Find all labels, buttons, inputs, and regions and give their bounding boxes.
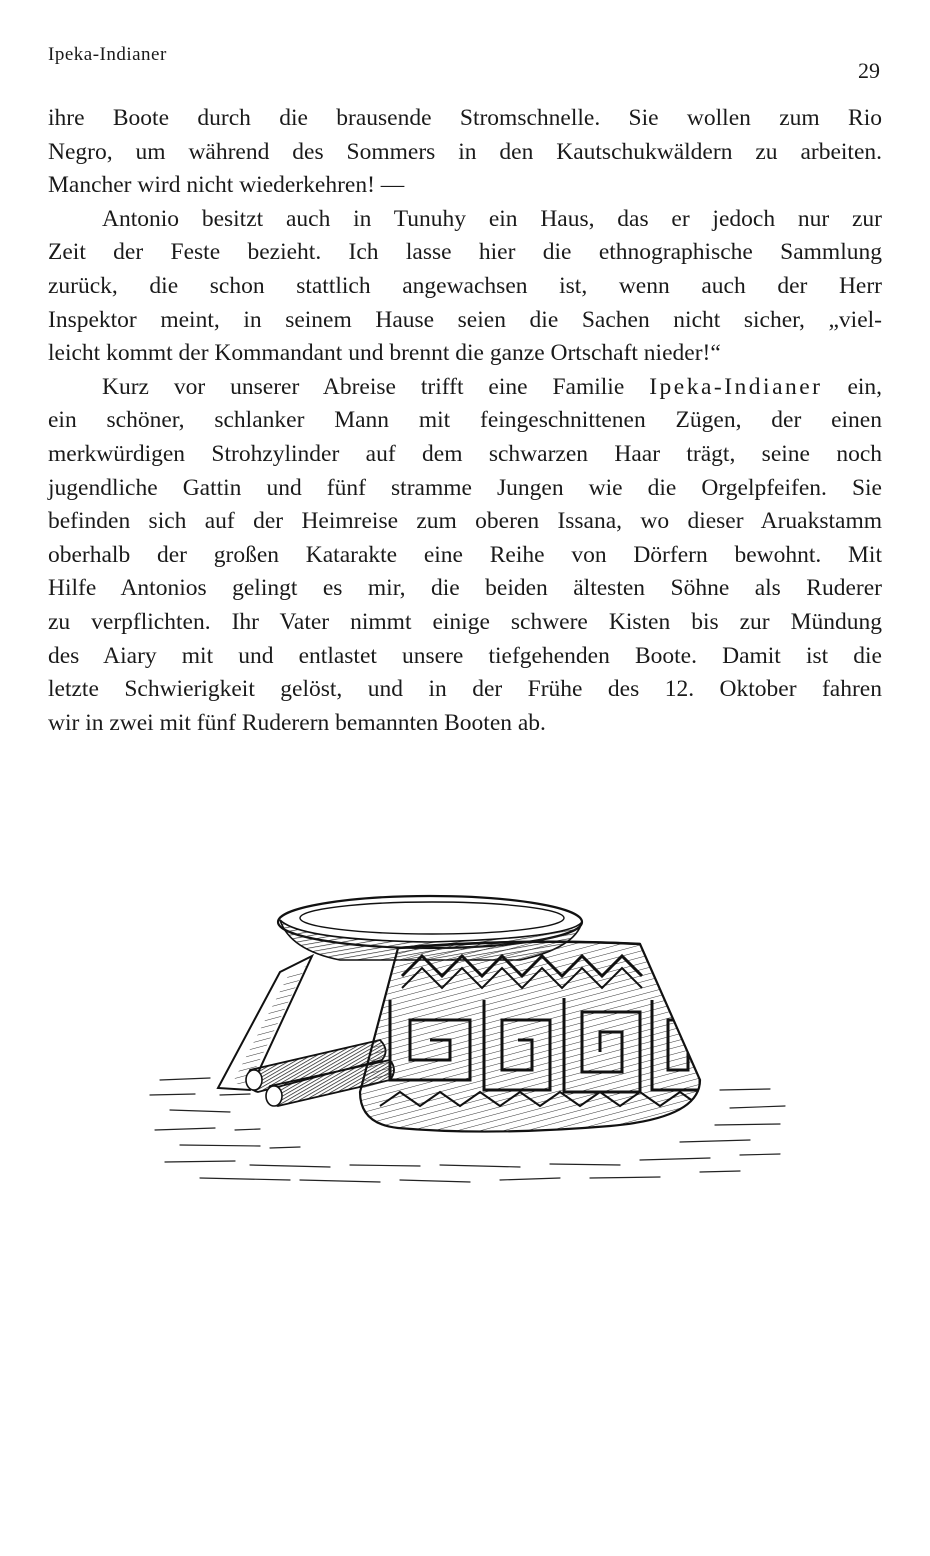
text-line: leicht kommt der Kommandant und brennt die ganze Ortschaft nieder!“ (48, 340, 721, 367)
text-line: zurück, die schon stattlich angewachsen ist, wenn auch der Herr (48, 272, 882, 299)
page-number: 29 (858, 58, 880, 83)
text-line: ein schöner, schlanker Mann mit feingeschnittenen Zügen, der einen (48, 407, 882, 434)
text-line: jugendliche Gattin und fünf stramme Jungen wie die Orgelpfeifen. Sie (48, 474, 882, 501)
body-text (48, 102, 882, 740)
text-line (48, 371, 882, 405)
running-head: Ipeka-Indianer (48, 44, 167, 65)
text-fragment: ein, (847, 373, 883, 400)
text-line: letzte Schwierigkeit gelöst, und in der Frühe des 12. Oktober fahren (48, 676, 882, 703)
decorated-vessel (360, 942, 700, 1132)
text-fragment: Kurz vor unserer Abreise trifft eine Familie (102, 373, 625, 400)
text-line: wir in zwei mit fünf Ruderern bemannten Booten ab. (48, 709, 546, 736)
text-line: ihre Boote durch die brausende Stromschnelle. Sie wollen zum Rio (48, 105, 882, 131)
text-line: Antonio besitzt auch in Tunuhy ein Haus, das er jedoch nur zur (102, 205, 882, 232)
text-line: oberhalb der großen Katarakte eine Reihe von Dörfern bewohnt. Mit (48, 541, 882, 568)
text-line: Zeit der Feste bezieht. Ich lasse hier die ethnographische Sammlung (48, 239, 882, 266)
text-line: merkwürdigen Strohzylinder auf dem schwarzen Haar trägt, seine noch (48, 440, 882, 467)
spaced-term: Ipeka-Indianer (649, 373, 823, 400)
text-line: Mancher wird nicht wiederkehren! — (48, 172, 405, 199)
text-line: Negro, um während des Sommers in den Kautschukwäldern zu arbeiten. (48, 138, 882, 165)
text-line: befinden sich auf der Heimreise zum oberen Issana, wo dieser Aruakstamm (48, 508, 882, 535)
text-line: zu verpflichten. Ihr Vater nimmt einige schwere Kisten bis zur Mündung (48, 608, 882, 635)
illustration-pottery (140, 880, 800, 1200)
text-line: Inspektor meint, in seinem Hause seien die Sachen nicht sicher, „viel- (48, 306, 882, 333)
text-line: Hilfe Antonios gelingt es mir, die beiden ältesten Söhne als Ruderer (48, 575, 882, 602)
pottery-engraving (140, 880, 800, 1200)
text-line: des Aiary mit und entlastet unsere tiefgehenden Boote. Damit ist die (48, 642, 882, 669)
